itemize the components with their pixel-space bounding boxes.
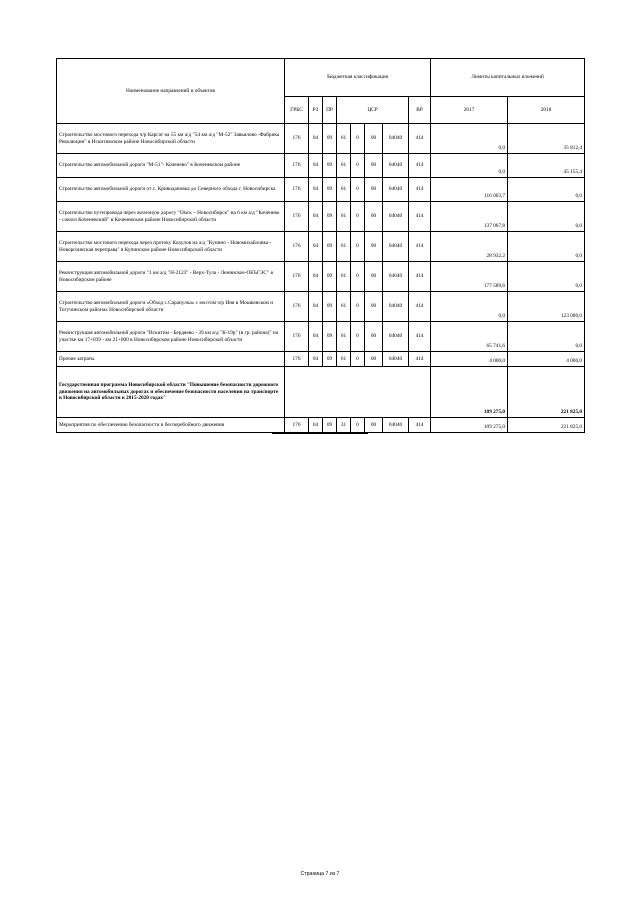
program-empty-cell bbox=[285, 367, 431, 418]
footnote-divider bbox=[272, 433, 368, 434]
object-value-2017: 28 932,2 bbox=[431, 232, 508, 262]
object-pr: 09 bbox=[323, 154, 337, 178]
object-value-2018: 0,0 bbox=[508, 178, 585, 202]
table-row bbox=[57, 262, 585, 292]
object-csr-4: 04040 bbox=[383, 202, 409, 232]
object-value-2017: 4 000,0 bbox=[431, 352, 508, 367]
object-rows bbox=[57, 124, 585, 367]
program-value-2018: 221 825,0 bbox=[508, 367, 585, 418]
object-pr: 09 bbox=[323, 262, 337, 292]
object-name: Прочие затраты bbox=[57, 352, 285, 367]
safety-name: Мероприятия по обеспечению безопасности и бесперебойного движения bbox=[57, 418, 285, 433]
object-value-2017: 0,0 bbox=[431, 292, 508, 322]
object-value-2017: 116 003,7 bbox=[431, 178, 508, 202]
object-csr-2: 0 bbox=[351, 154, 365, 178]
object-value-2017: 0,0 bbox=[431, 124, 508, 154]
object-value-2017: 177 589,6 bbox=[431, 262, 508, 292]
object-rz: 04 bbox=[309, 292, 323, 322]
object-csr-4: 04040 bbox=[383, 352, 409, 367]
object-csr-2: 0 bbox=[351, 292, 365, 322]
table-row bbox=[57, 178, 585, 202]
object-value-2018: 45 155,4 bbox=[508, 154, 585, 178]
object-vr: 414 bbox=[409, 352, 431, 367]
object-csr-4: 04040 bbox=[383, 292, 409, 322]
object-value-2018: 0,0 bbox=[508, 322, 585, 352]
object-csr-3: 00 bbox=[365, 154, 383, 178]
object-pr: 09 bbox=[323, 232, 337, 262]
object-pr: 09 bbox=[323, 202, 337, 232]
object-csr-3: 00 bbox=[365, 202, 383, 232]
object-name: Строительство мостового перехода через протоку Кохулов на а/д "Купино - Новомихайловка - Новорозинская переправа" в Купинском районе Новосибирской области bbox=[57, 232, 285, 262]
object-grbs: 176 bbox=[285, 202, 309, 232]
safety-csr-1: 31 bbox=[337, 418, 351, 433]
header-year-2017: 2017 bbox=[431, 97, 508, 124]
object-vr: 414 bbox=[409, 322, 431, 352]
object-rz: 04 bbox=[309, 232, 323, 262]
program-name: Государственная программа Новосибирской области "Повышение безопасности дорожного движения на автомобильных дорогах и обеспечение безопасности населения на транспорте в Новосибирской области в 2015-2020 годах" bbox=[57, 367, 285, 418]
object-csr-3: 00 bbox=[365, 124, 383, 154]
header-vr: ВР bbox=[409, 97, 431, 124]
header-pr: ПР bbox=[323, 97, 337, 124]
safety-vr: 414 bbox=[409, 418, 431, 433]
object-vr: 414 bbox=[409, 262, 431, 292]
object-grbs: 176 bbox=[285, 262, 309, 292]
object-grbs: 176 bbox=[285, 322, 309, 352]
object-name: Строительство мостового перехода ч/р Каргат на 55 км а/д "54 км а/д "М-52" Завьялово -Фабрика Революции" в Искитимском районе Новосибирской области bbox=[57, 124, 285, 154]
safety-value-2018: 221 825,0 bbox=[508, 418, 585, 433]
table-row bbox=[57, 124, 585, 154]
object-rz: 04 bbox=[309, 352, 323, 367]
object-csr-3: 00 bbox=[365, 292, 383, 322]
object-csr-4: 04040 bbox=[383, 154, 409, 178]
safety-rz: 04 bbox=[309, 418, 323, 433]
table-row bbox=[57, 322, 585, 352]
page-number: Страница 7 из 7 bbox=[300, 871, 340, 877]
table-row bbox=[57, 202, 585, 232]
object-name: Реконструкция автомобильной дороги "1 км а/д "Н-2123" - Верх-Тула - Ленинское-ОБЪГЭС" в Новосибирском районе bbox=[57, 262, 285, 292]
object-value-2017: 137 067,8 bbox=[431, 202, 508, 232]
object-csr-2: 0 bbox=[351, 322, 365, 352]
header-grbs: ГРБС bbox=[285, 97, 309, 124]
object-csr-2: 0 bbox=[351, 352, 365, 367]
object-grbs: 176 bbox=[285, 178, 309, 202]
object-csr-3: 00 bbox=[365, 262, 383, 292]
object-vr: 414 bbox=[409, 178, 431, 202]
object-csr-4: 04040 bbox=[383, 124, 409, 154]
object-vr: 414 bbox=[409, 154, 431, 178]
object-rz: 04 bbox=[309, 124, 323, 154]
object-rz: 04 bbox=[309, 262, 323, 292]
object-grbs: 176 bbox=[285, 124, 309, 154]
capital-investments-table bbox=[56, 58, 585, 433]
object-rz: 04 bbox=[309, 178, 323, 202]
object-csr-4: 04040 bbox=[383, 262, 409, 292]
object-csr-3: 00 bbox=[365, 352, 383, 367]
object-value-2018: 0,0 bbox=[508, 262, 585, 292]
object-pr: 09 bbox=[323, 352, 337, 367]
object-name: Реконструкция автомобильной дороги "Искитим - Бердяево - 39 км а/д "К-19р" (в гр. района)" на участке км 17+039 - км 21+000 в Новосибирском районе Новосибирской области bbox=[57, 322, 285, 352]
object-csr-1: 61 bbox=[337, 262, 351, 292]
safety-pr: 09 bbox=[323, 418, 337, 433]
object-value-2018: 0,0 bbox=[508, 232, 585, 262]
object-name: Строительство автомобильной дороги от с. Криводановка до Северного обхода г. Новосибирска bbox=[57, 178, 285, 202]
object-vr: 414 bbox=[409, 292, 431, 322]
object-csr-1: 61 bbox=[337, 352, 351, 367]
object-vr: 414 bbox=[409, 232, 431, 262]
object-vr: 414 bbox=[409, 202, 431, 232]
object-csr-2: 0 bbox=[351, 178, 365, 202]
object-name: Строительство путепровода через железную дорогу "Омск – Новосибирск" на 6 км а/д "Коченево - совхоз Коченевский" в Коченевском районе Новосибирской области bbox=[57, 202, 285, 232]
object-pr: 09 bbox=[323, 292, 337, 322]
object-csr-4: 04040 bbox=[383, 178, 409, 202]
object-csr-3: 00 bbox=[365, 322, 383, 352]
header-capital-limits: Лимиты капитальных вложений bbox=[431, 59, 585, 97]
safety-row bbox=[57, 418, 585, 433]
object-value-2018: 0,0 bbox=[508, 202, 585, 232]
header-budget-classification: Бюджетная классификация bbox=[285, 59, 431, 97]
object-value-2017: 65 741,6 bbox=[431, 322, 508, 352]
object-value-2018: 4 000,0 bbox=[508, 352, 585, 367]
object-csr-2: 0 bbox=[351, 124, 365, 154]
object-rz: 04 bbox=[309, 202, 323, 232]
header-name: Наименование направлений и объектов bbox=[57, 59, 285, 124]
table-row bbox=[57, 232, 585, 262]
program-value-2017: 109 275,0 bbox=[431, 367, 508, 418]
object-csr-1: 61 bbox=[337, 322, 351, 352]
object-pr: 09 bbox=[323, 322, 337, 352]
safety-csr-2: 0 bbox=[351, 418, 365, 433]
object-csr-2: 0 bbox=[351, 232, 365, 262]
object-grbs: 176 bbox=[285, 232, 309, 262]
object-value-2018: 123 000,0 bbox=[508, 292, 585, 322]
object-pr: 09 bbox=[323, 124, 337, 154]
safety-csr-3: 00 bbox=[365, 418, 383, 433]
object-csr-1: 61 bbox=[337, 124, 351, 154]
safety-csr-4: 04040 bbox=[383, 418, 409, 433]
object-csr-3: 00 bbox=[365, 232, 383, 262]
object-vr: 414 bbox=[409, 124, 431, 154]
header-year-2018: 2018 bbox=[508, 97, 585, 124]
object-grbs: 176 bbox=[285, 352, 309, 367]
object-name: Строительство автомобильной дороги "М-51"- Коченево" в Коченевском районе bbox=[57, 154, 285, 178]
safety-grbs: 176 bbox=[285, 418, 309, 433]
table-row bbox=[57, 154, 585, 178]
object-csr-1: 61 bbox=[337, 232, 351, 262]
header-csr: ЦСР bbox=[337, 97, 409, 124]
object-value-2017: 0,0 bbox=[431, 154, 508, 178]
object-csr-2: 0 bbox=[351, 262, 365, 292]
program-total-row bbox=[57, 367, 585, 418]
object-csr-4: 04040 bbox=[383, 232, 409, 262]
object-value-2018: 35 812,4 bbox=[508, 124, 585, 154]
object-csr-1: 61 bbox=[337, 178, 351, 202]
table-row bbox=[57, 292, 585, 322]
object-csr-3: 00 bbox=[365, 178, 383, 202]
object-name: Строительство автомобильной дороги «Обход с.Сарапулка» с мостом ч/р Иня в Мошковском и Тогучинском районах Новосибирской области bbox=[57, 292, 285, 322]
object-grbs: 176 bbox=[285, 154, 309, 178]
object-pr: 09 bbox=[323, 178, 337, 202]
object-rz: 04 bbox=[309, 154, 323, 178]
safety-value-2017: 109 275,0 bbox=[431, 418, 508, 433]
object-csr-2: 0 bbox=[351, 202, 365, 232]
object-csr-1: 61 bbox=[337, 292, 351, 322]
header-row-1 bbox=[57, 59, 585, 97]
table-row bbox=[57, 352, 585, 367]
object-rz: 04 bbox=[309, 322, 323, 352]
object-grbs: 176 bbox=[285, 292, 309, 322]
object-csr-1: 61 bbox=[337, 154, 351, 178]
object-csr-4: 04040 bbox=[383, 322, 409, 352]
object-csr-1: 61 bbox=[337, 202, 351, 232]
header-rz: РЗ bbox=[309, 97, 323, 124]
